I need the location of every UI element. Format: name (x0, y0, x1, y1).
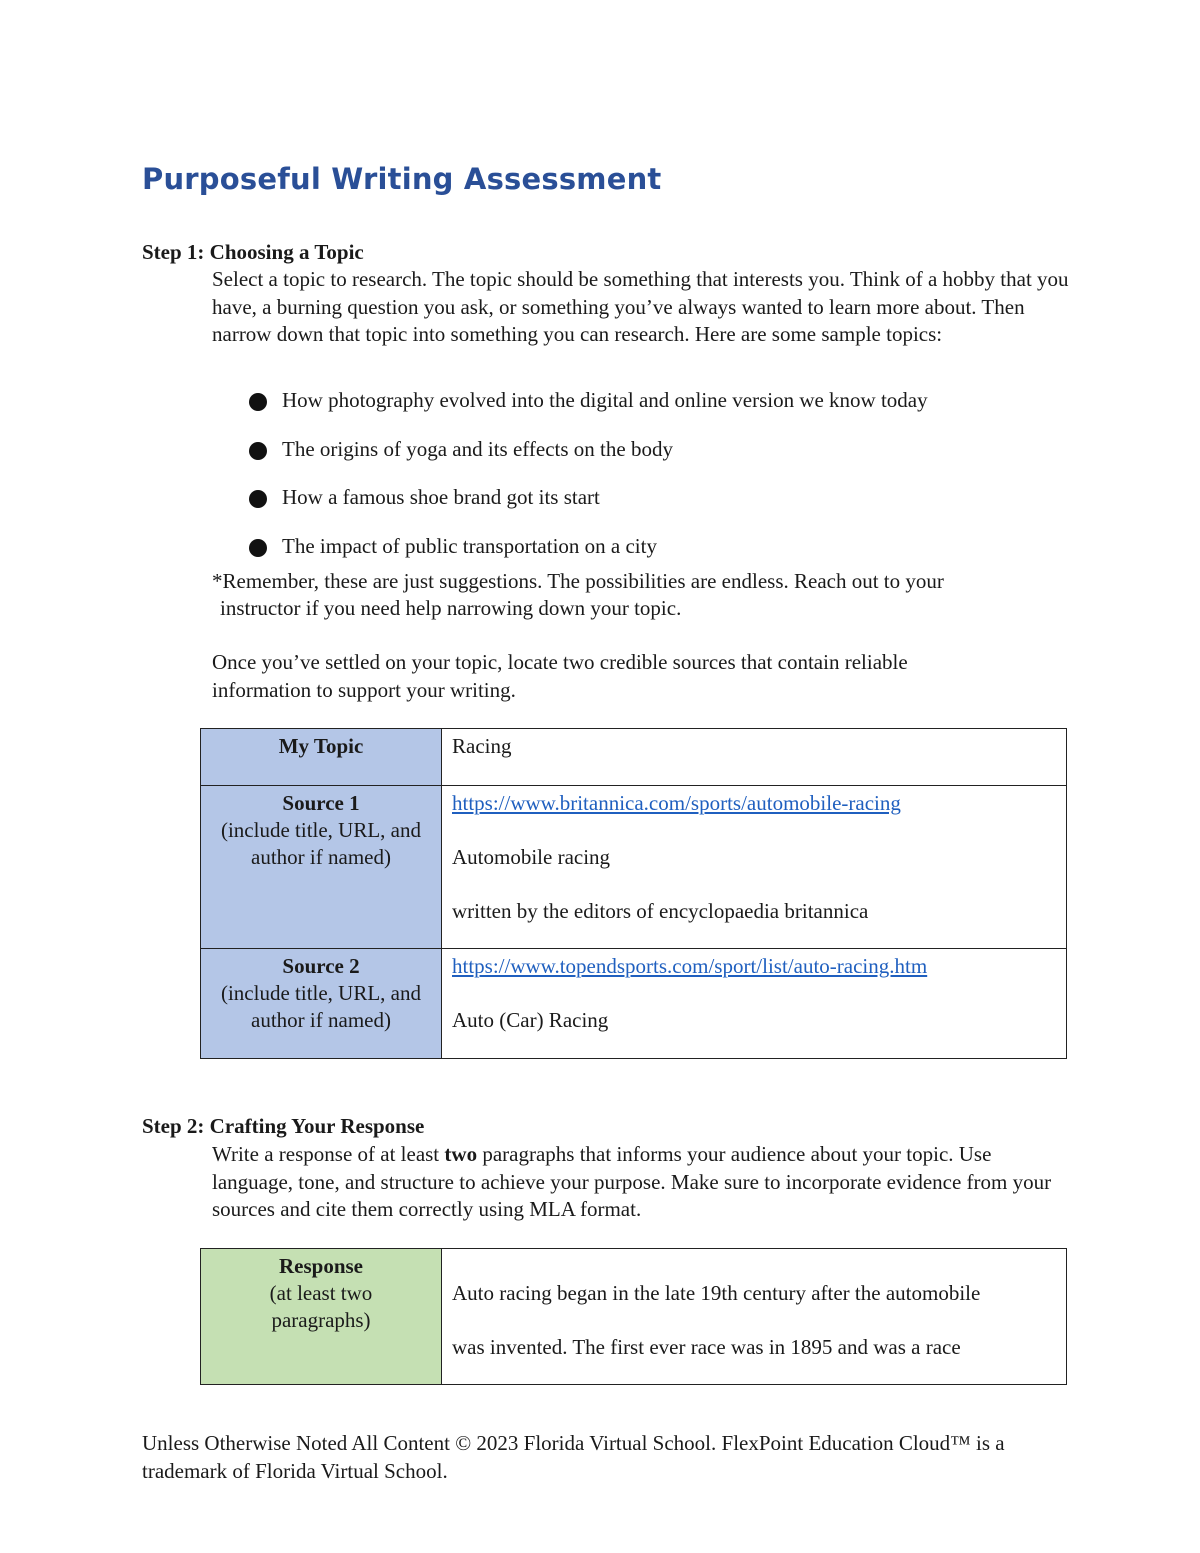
step2-heading: Step 2: Crafting Your Response (142, 1114, 425, 1138)
response-label: Response (278, 1254, 363, 1278)
source1-link[interactable]: https://www.britannica.com/sports/automobile-racing (452, 791, 901, 815)
list-item (245, 434, 928, 483)
source1-label: Source 1 (282, 791, 360, 815)
list-item (245, 482, 928, 531)
step1-intro: Select a topic to research. The topic should be something that interests you. Think of a hobby that you have, a burning question you ask, or something you’ve always wanted to learn more about. Then narrow down that topic into something you can research. Here are some sample topics: (212, 267, 1069, 346)
topic-text: The origins of yoga and its effects on the body (282, 436, 673, 461)
response-table (200, 1248, 1067, 1385)
response-value-cell[interactable] (442, 1249, 1067, 1385)
reminder-line1: *Remember, these are just suggestions. The possibilities are endless. Reach out to your (212, 569, 944, 593)
source1-title: Automobile racing (452, 845, 611, 869)
response-line: was invented. The first ever race was in 1895 and was a race (452, 1335, 961, 1359)
step1-heading: Step 1: Choosing a Topic (142, 240, 364, 264)
instruction-text: Write a response of at least (212, 1142, 445, 1166)
list-item (245, 385, 928, 434)
reminder-line2: instructor if you need help narrowing down your topic. (220, 596, 682, 620)
sample-topics-list (245, 385, 928, 579)
response-label-cell (201, 1249, 442, 1385)
my-topic-label-cell (201, 729, 442, 786)
bullet-icon (249, 442, 267, 460)
topic-text: The impact of public transportation on a city (282, 533, 657, 558)
my-topic-label: My Topic (278, 734, 364, 758)
response-line: Auto racing began in the late 19th century after the automobile (452, 1281, 981, 1305)
response-hint: (at least two paragraphs) (269, 1281, 373, 1332)
topic-sources-table (200, 728, 1067, 1059)
sources-instruction: Once you’ve settled on your topic, locate two credible sources that contain reliable information to support your writing. (212, 650, 908, 702)
instruction-emphasis: two (444, 1142, 478, 1166)
source2-hint: (include title, URL, and author if named) (220, 981, 422, 1032)
topic-text: How photography evolved into the digital and online version we know today (282, 388, 928, 412)
source2-label: Source 2 (282, 954, 360, 978)
table-row (201, 949, 1067, 1059)
table-row (201, 786, 1067, 949)
source2-title: Auto (Car) Racing (452, 1008, 609, 1032)
topic-text: How a famous shoe brand got its start (282, 485, 600, 509)
bullet-icon (249, 490, 267, 508)
source1-label-cell (201, 786, 442, 949)
step2-instruction (212, 1141, 1072, 1224)
bullet-icon (249, 539, 267, 557)
my-topic-value: Racing (452, 734, 512, 758)
my-topic-value-cell (442, 729, 1067, 786)
table-row (201, 729, 1067, 786)
page-title: Purposeful Writing Assessment (142, 162, 662, 196)
copyright-footer: Unless Otherwise Noted All Content © 2023 Florida Virtual School. FlexPoint Education Cloud™ is a trademark of Florida Virtual School. (142, 1431, 1005, 1483)
source1-value-cell (442, 786, 1067, 949)
source1-hint: (include title, URL, and author if named) (220, 818, 422, 869)
instruction-text: paragraphs that informs your audience about your topic. Use language, tone, and structure to achieve your purpose. Make sure to incorporate evidence from your sources and cite them correctly using MLA format. (212, 1142, 1052, 1221)
source2-link[interactable]: https://www.topendsports.com/sport/list/auto-racing.htm (452, 954, 928, 978)
bullet-icon (249, 393, 267, 411)
table-row (201, 1249, 1067, 1385)
source2-label-cell (201, 949, 442, 1059)
source1-author: written by the editors of encyclopaedia britannica (452, 899, 869, 923)
source2-value-cell (442, 949, 1067, 1059)
